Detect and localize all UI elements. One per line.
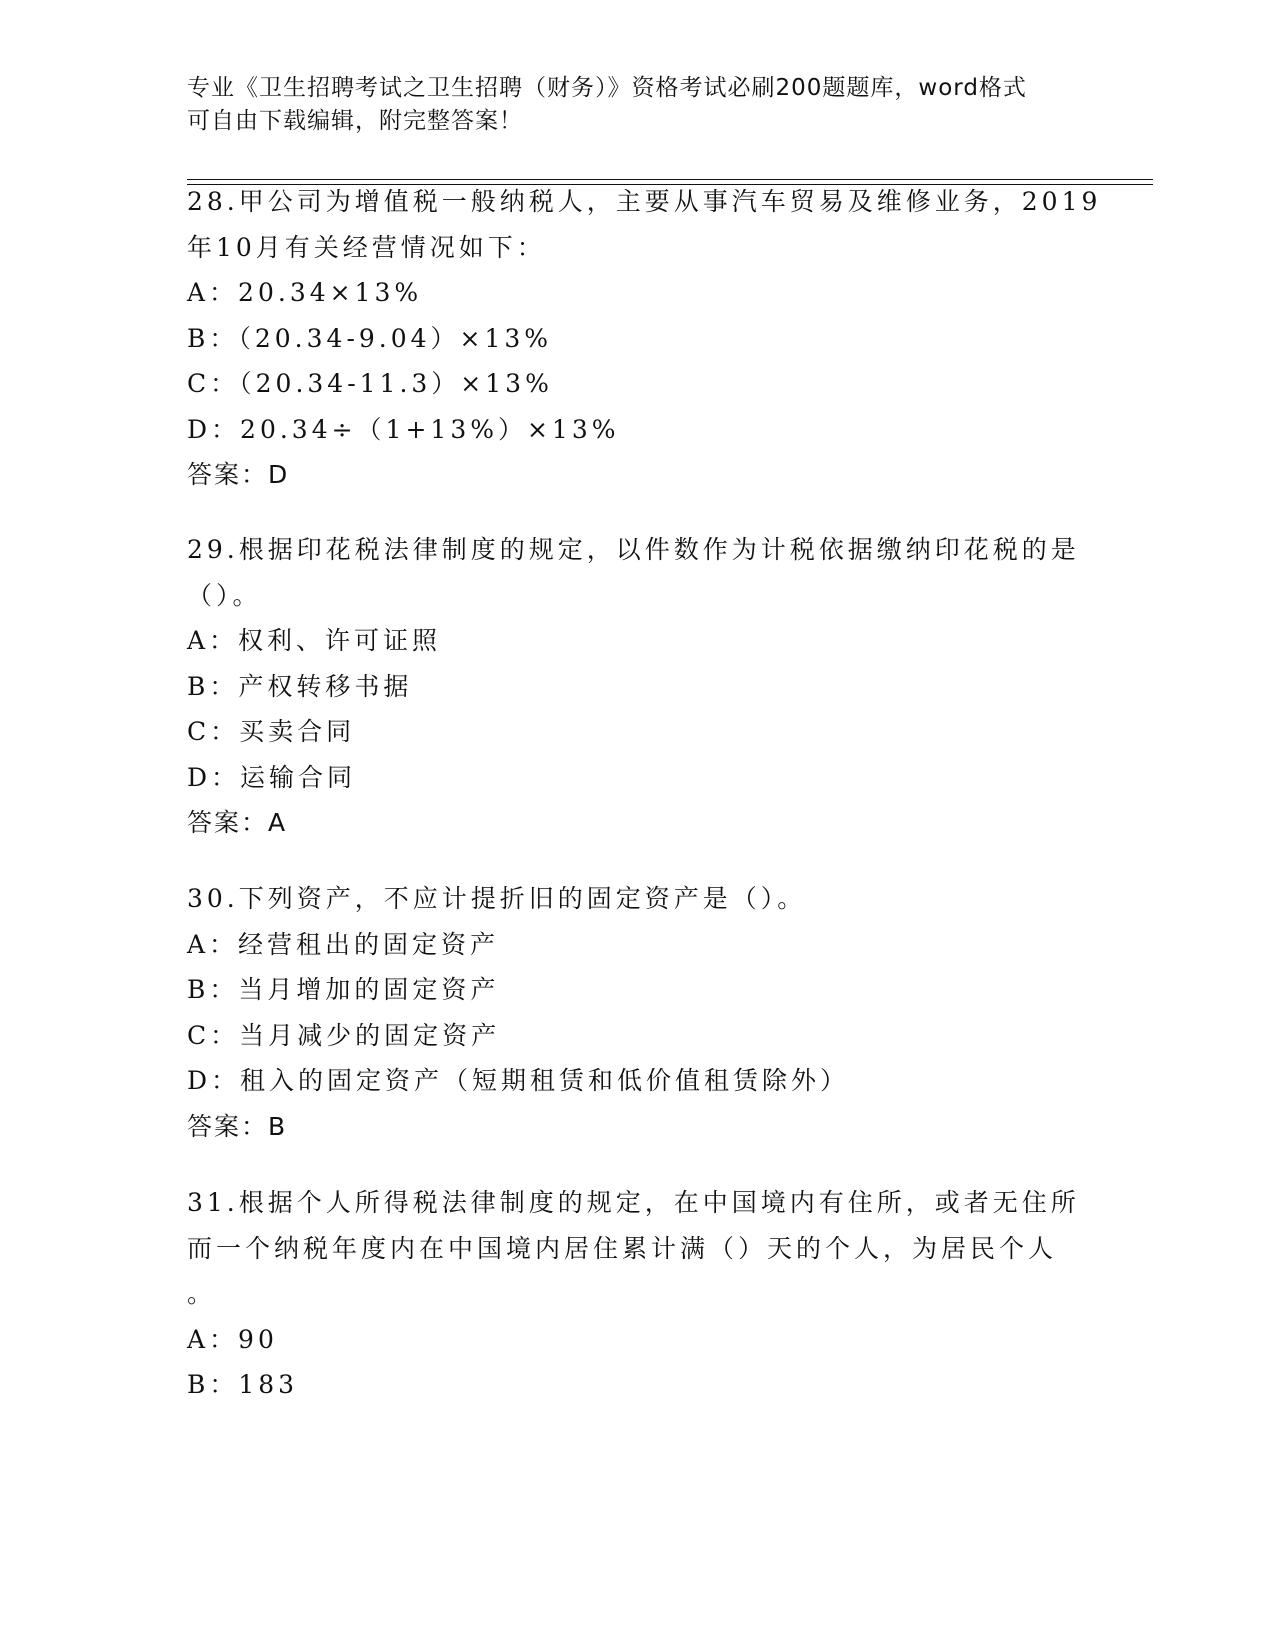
option-c: C：（20.34-11.3）×13% bbox=[187, 369, 553, 398]
option-d: D：20.34÷（1+13%）×13% bbox=[187, 414, 620, 444]
answer-line: 答案：D bbox=[187, 460, 290, 489]
header-line-1: 专业《卫生招聘考试之卫生招聘（财务）》资格考试必刷200题题库，word格式 bbox=[187, 75, 1027, 101]
option-b: B：产权转移书据 bbox=[187, 671, 413, 701]
question-28 bbox=[187, 179, 1102, 498]
answer-line: 答案：B bbox=[187, 1111, 288, 1141]
option-b: B：当月增加的固定资产 bbox=[187, 975, 500, 1004]
option-a: A：20.34×13% bbox=[187, 278, 423, 307]
question-stem-line: 28.甲公司为增值税一般纳税人，主要从事汽车贸易及维修业务，2019 bbox=[187, 187, 1102, 216]
question-stem-line: 而一个纳税年度内在中国境内居住累计满（）天的个人，为居民个人 bbox=[187, 1233, 1058, 1263]
question-31 bbox=[187, 1180, 1080, 1408]
question-stem-line: 。 bbox=[187, 1279, 217, 1308]
option-a: A：权利、许可证照 bbox=[187, 626, 442, 655]
question-stem-line: 31.根据个人所得税法律制度的规定，在中国境内有住所，或者无住所 bbox=[187, 1188, 1080, 1217]
option-d: D：租入的固定资产（短期租赁和低价值租赁除外） bbox=[187, 1066, 850, 1095]
option-c: C：买卖合同 bbox=[187, 717, 356, 746]
question-stem-line: （）。 bbox=[187, 580, 262, 610]
question-stem-line: 年10月有关经营情况如下： bbox=[187, 232, 546, 262]
question-29 bbox=[187, 527, 1080, 846]
option-a: A：经营租出的固定资产 bbox=[187, 929, 500, 959]
document-header bbox=[187, 72, 1067, 138]
answer-line: 答案：A bbox=[187, 808, 288, 837]
question-30 bbox=[187, 876, 1067, 1149]
option-d: D：运输合同 bbox=[187, 762, 357, 792]
question-stem-line: 30.下列资产，不应计提折旧的固定资产是（）。 bbox=[187, 884, 807, 913]
question-stem-line: 29.根据印花税法律制度的规定，以件数作为计税依据缴纳印花税的是 bbox=[187, 535, 1080, 564]
option-a: A：90 bbox=[187, 1324, 278, 1354]
option-b: B：183 bbox=[187, 1370, 299, 1399]
header-line-2: 可自由下载编辑，附完整答案！ bbox=[187, 108, 523, 134]
option-b: B：（20.34-9.04）×13% bbox=[187, 323, 553, 353]
option-c: C：当月减少的固定资产 bbox=[187, 1020, 501, 1050]
